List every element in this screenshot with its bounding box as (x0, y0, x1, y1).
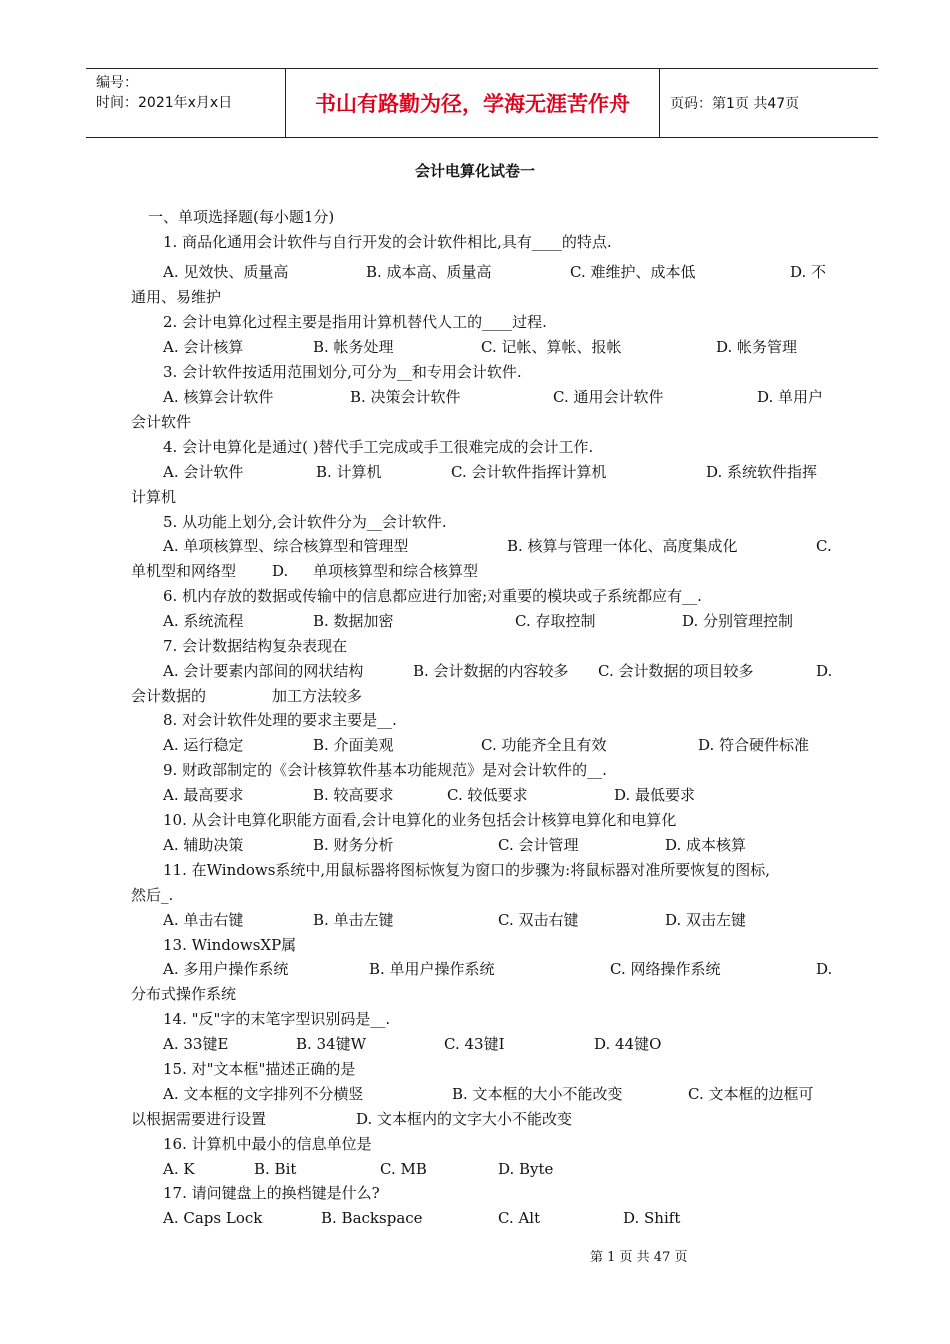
question-14-option-a: A. 33键E (163, 1035, 229, 1053)
question-10-option-d: D. 成本核算 (665, 836, 747, 854)
question-13-option-a: A. 多用户操作系统 (163, 960, 289, 978)
question-5-option-a: A. 单项核算型、综合核算型和管理型 (163, 537, 409, 555)
question-7-stem: 7. 会计数据结构复杂表现在 (163, 637, 348, 655)
serial-label: 编号： (96, 75, 138, 91)
question-4-stem: 4. 会计电算化是通过( )替代手工完成或手工很难完成的会计工作. (163, 438, 594, 456)
header-motto: 书山有路勤为径，学海无涯苦作舟 (286, 69, 660, 137)
question-14-stem: 14. "反"字的末笔字型识别码是__. (163, 1010, 391, 1028)
question-5-stem: 5. 从功能上划分,会计软件分为__会计软件. (163, 513, 447, 531)
question-16-option-c: C. MB (380, 1160, 427, 1178)
question-17-option-d: D. Shift (623, 1209, 681, 1227)
question-7-option-d: D. (816, 662, 833, 680)
question-3-option-d-cont: 会计软件 (131, 413, 192, 431)
question-11-option-d: D. 双击左键 (665, 911, 747, 929)
question-4-option-c: C. 会计软件指挥计算机 (451, 463, 607, 481)
question-11-stem: 11. 在Windows系统中,用鼠标器将图标恢复为窗口的步骤为:将鼠标器对准所要恢复的图标, (163, 861, 770, 879)
question-9-stem: 9. 财政部制定的《会计核算软件基本功能规范》是对会计软件的__. (163, 761, 607, 779)
question-17-stem: 17. 请问键盘上的换档键是什么? (163, 1184, 380, 1202)
question-8-option-a: A. 运行稳定 (163, 736, 244, 754)
header-page-info: 页码：第1页 共47页 (670, 96, 800, 112)
question-8-option-c: C. 功能齐全且有效 (481, 736, 607, 754)
question-1-option-b: B. 成本高、质量高 (366, 263, 492, 281)
question-7-option-d-cont2: 加工方法较多 (272, 687, 363, 705)
question-1-option-d-cont: 通用、易维护 (131, 288, 222, 306)
question-5-option-c: C. (816, 537, 832, 555)
question-16-option-d: D. Byte (498, 1160, 554, 1178)
question-11-option-c: C. 双击右键 (498, 911, 579, 929)
question-5-option-d-cont: 单项核算型和综合核算型 (313, 562, 479, 580)
question-13-option-d: D. (816, 960, 833, 978)
question-17-option-b: B. Backspace (321, 1209, 423, 1227)
question-15-stem: 15. 对"文本框"描述正确的是 (163, 1060, 356, 1078)
question-5-option-c-cont: 单机型和网络型 (131, 562, 237, 580)
question-9-option-a: A. 最高要求 (163, 786, 244, 804)
question-9-option-b: B. 较高要求 (313, 786, 394, 804)
question-9-option-d: D. 最低要求 (614, 786, 696, 804)
question-14-option-c: C. 43键I (444, 1035, 505, 1053)
question-13-option-c: C. 网络操作系统 (610, 960, 721, 978)
question-17-option-c: C. Alt (498, 1209, 541, 1227)
question-6-option-d: D. 分别管理控制 (682, 612, 794, 630)
question-9-option-c: C. 较低要求 (447, 786, 528, 804)
question-16-stem: 16. 计算机中最小的信息单位是 (163, 1135, 372, 1153)
question-17-option-a: A. Caps Lock (163, 1209, 263, 1227)
question-11-option-a: A. 单击右键 (163, 911, 244, 929)
question-7-option-d-cont1: 会计数据的 (131, 687, 207, 705)
question-2-option-a: A. 会计核算 (163, 338, 244, 356)
header-meta-cell (86, 69, 286, 137)
question-7-option-c: C. 会计数据的项目较多 (598, 662, 754, 680)
question-6-stem: 6. 机内存放的数据或传输中的信息都应进行加密;对重要的模块或子系统都应有__. (163, 587, 702, 605)
question-3-stem: 3. 会计软件按适用范围划分,可分为__和专用会计软件. (163, 363, 522, 381)
question-10-option-a: A. 辅助决策 (163, 836, 244, 854)
question-15-option-d: D. 文本框内的文字大小不能改变 (356, 1110, 573, 1128)
question-3-option-b: B. 决策会计软件 (350, 388, 461, 406)
question-7-option-b: B. 会计数据的内容较多 (413, 662, 569, 680)
question-13-option-d-cont: 分布式操作系统 (131, 985, 237, 1003)
question-4-option-a: A. 会计软件 (163, 463, 244, 481)
question-5-option-b: B. 核算与管理一体化、高度集成化 (507, 537, 738, 555)
page-header (86, 68, 878, 138)
section-heading: 一、单项选择题(每小题1分) (148, 208, 335, 226)
question-4-option-b: B. 计算机 (316, 463, 382, 481)
question-2-option-b: B. 帐务处理 (313, 338, 394, 356)
question-10-option-b: B. 财务分析 (313, 836, 394, 854)
question-1-option-d: D. 不 (790, 263, 827, 281)
question-5-option-d: D. (272, 562, 289, 580)
question-15-option-c-cont: 以根据需要进行设置 (131, 1110, 267, 1128)
question-1-option-a: A. 见效快、质量高 (163, 263, 289, 281)
question-14-option-b: B. 34键W (296, 1035, 367, 1053)
question-14-option-d: D. 44键O (594, 1035, 662, 1053)
question-10-option-c: C. 会计管理 (498, 836, 579, 854)
page-title: 会计电算化试卷一 (414, 162, 535, 180)
question-2-option-d: D. 帐务管理 (716, 338, 798, 356)
question-1-stem: 1. 商品化通用会计软件与自行开发的会计软件相比,具有____的特点. (163, 233, 612, 251)
question-16-option-a: A. K (163, 1160, 195, 1178)
question-6-option-c: C. 存取控制 (515, 612, 596, 630)
question-16-option-b: B. Bit (254, 1160, 297, 1178)
time-label: 时间：2021年x月x日 (96, 95, 233, 111)
question-7-option-a: A. 会计要素内部间的网状结构 (163, 662, 364, 680)
question-8-option-b: B. 介面美观 (313, 736, 394, 754)
question-2-stem: 2. 会计电算化过程主要是指用计算机替代人工的____过程. (163, 313, 547, 331)
question-6-option-a: A. 系统流程 (163, 612, 244, 630)
question-13-option-b: B. 单用户操作系统 (369, 960, 495, 978)
question-6-option-b: B. 数据加密 (313, 612, 394, 630)
footer-page-number: 第 1 页 共 47 页 (590, 1250, 688, 1265)
question-4-option-d: D. 系统软件指挥 (706, 463, 818, 481)
question-3-option-a: A. 核算会计软件 (163, 388, 274, 406)
question-15-option-a: A. 文本框的文字排列不分横竖 (163, 1085, 364, 1103)
question-1-option-c: C. 难维护、成本低 (570, 263, 696, 281)
question-2-option-c: C. 记帐、算帐、报帐 (481, 338, 622, 356)
question-15-option-c: C. 文本框的边框可 (688, 1085, 814, 1103)
question-3-option-c: C. 通用会计软件 (553, 388, 664, 406)
question-3-option-d: D. 单用户 (757, 388, 824, 406)
question-4-option-d-cont: 计算机 (131, 488, 177, 506)
question-10-stem: 10. 从会计电算化职能方面看,会计电算化的业务包括会计核算电算化和电算化 (163, 811, 677, 829)
question-8-stem: 8. 对会计软件处理的要求主要是__. (163, 711, 397, 729)
question-11-stem-cont: 然后_. (131, 886, 174, 904)
question-15-option-b: B. 文本框的大小不能改变 (452, 1085, 623, 1103)
question-11-option-b: B. 单击左键 (313, 911, 394, 929)
question-8-option-d: D. 符合硬件标准 (698, 736, 810, 754)
question-13-stem: 13. WindowsXP属 (163, 936, 297, 954)
